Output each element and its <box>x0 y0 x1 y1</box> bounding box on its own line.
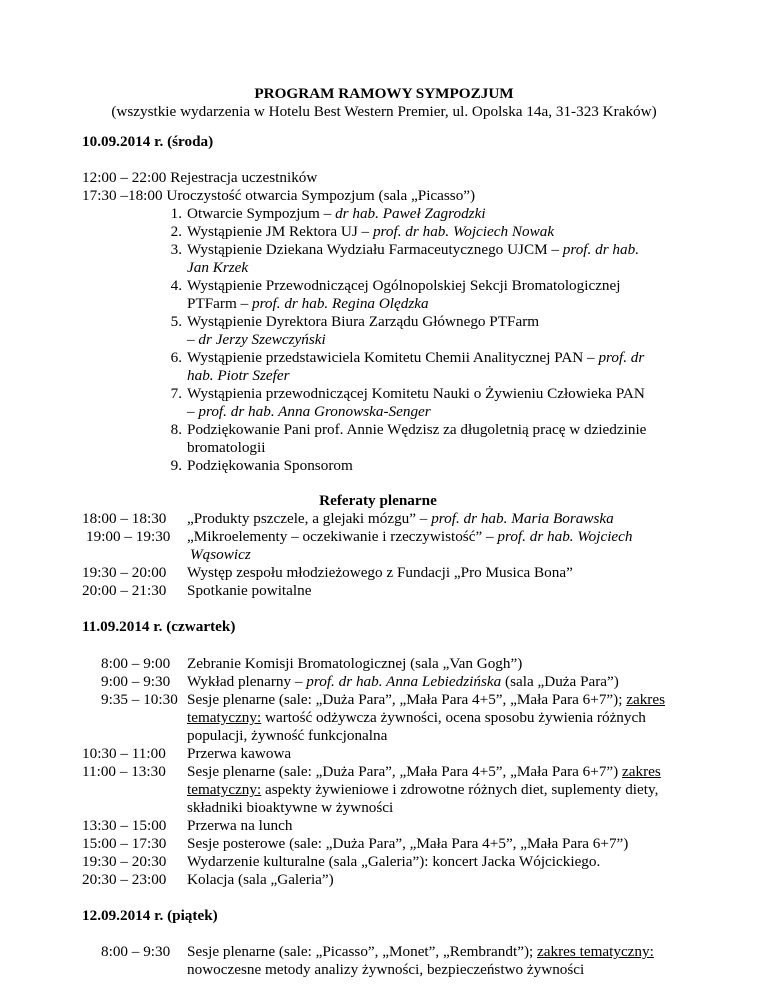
row-text-part: Sesje plenarne (sale: „Duża Para”, „Mała Para 4+5”, „Mała Para 6+7”); <box>187 691 627 708</box>
row-text-part: Wykład plenarny – <box>187 673 307 690</box>
list-item <box>187 312 539 331</box>
list-item-continuation <box>187 330 326 349</box>
list-item <box>187 348 644 367</box>
speaker-name: prof. dr hab. Wojciech <box>497 528 633 545</box>
day-heading-1: 10.09.2014 r. (środa) <box>82 133 214 150</box>
row-text <box>187 672 619 691</box>
list-item-text: Wystąpienie przedstawiciela Komitetu Chemii Analitycznej PAN – <box>187 349 599 366</box>
speaker-name: prof. dr <box>598 349 645 366</box>
list-item-continuation <box>187 294 429 313</box>
list-item-text: Wystąpienie Dyrektora Biura Zarządu Głównego PTFarm <box>187 313 540 330</box>
list-item-text: Podziękowanie Pani prof. Annie Wędzisz za długoletnią pracę w dziedzinie <box>187 421 647 438</box>
row-time: 19:00 – 19:30 <box>86 528 171 545</box>
plenary-heading: Referaty plenarne <box>319 492 437 509</box>
row-text-continuation: populacji, żywność funkcjonalna <box>187 727 388 744</box>
row-text-part: Sesje plenarne (sale: „Duża Para”, „Mała Para 4+5”, „Mała Para 6+7”) <box>187 763 623 780</box>
speaker-name: – prof. dr hab. Anna Gronowska-Senger <box>187 403 431 420</box>
list-item <box>187 204 486 223</box>
list-item <box>187 222 554 241</box>
list-item <box>187 240 639 259</box>
list-number: 1. <box>170 205 182 222</box>
topic-label: zakres tematyczny: <box>537 943 654 960</box>
row-time: 11:00 – 13:30 <box>82 763 166 780</box>
speaker-name: hab. Piotr Szefer <box>187 367 290 384</box>
row-text-continuation: nowoczesne metody analizy żywności, bezpieczeństwo żywności <box>187 961 585 978</box>
row-time: 20:00 – 21:30 <box>82 582 167 599</box>
row-text: Spotkanie powitalne <box>187 582 312 599</box>
list-item-text: Otwarcie Sympozjum – <box>187 205 336 222</box>
list-number: 4. <box>170 277 182 294</box>
row-text: Występ zespołu młodzieżowego z Fundacji „Pro Musica Bona” <box>187 564 573 581</box>
row-time: 15:00 – 17:30 <box>82 835 167 852</box>
list-number: 3. <box>170 241 182 258</box>
row-text-continuation <box>187 780 658 799</box>
row-text-part: aspekty żywieniowe i zdrowotne różnych diet, suplementy diety, <box>261 781 659 798</box>
topic-label: zakres <box>626 691 666 708</box>
list-item-text: Wystąpienie Dziekana Wydziału Farmaceutycznego UJCM – <box>187 241 563 258</box>
list-number: 2. <box>170 223 182 240</box>
row-text-continuation <box>190 545 251 564</box>
row-text <box>187 509 614 528</box>
row-time: 19:30 – 20:00 <box>82 564 167 581</box>
page-subtitle: (wszystkie wydarzenia w Hotelu Best Western Premier, ul. Opolska 14a, 31-323 Kraków) <box>111 103 657 120</box>
talk-title: „Mikroelementy – oczekiwanie i rzeczywistość” – <box>187 528 498 545</box>
list-number: 9. <box>170 457 182 474</box>
row-text: Kolacja (sala „Galeria”) <box>187 871 334 888</box>
row-time: 17:30 –18:00 <box>82 187 163 204</box>
day-heading-3: 12.09.2014 r. (piątek) <box>82 907 218 924</box>
row-time: 9:35 – 10:30 <box>101 691 178 708</box>
list-item <box>187 420 646 439</box>
row-text-continuation <box>187 708 646 727</box>
list-item-text: Podziękowania Sponsorom <box>187 457 353 474</box>
row-time: 12:00 – 22:00 <box>82 169 167 186</box>
row-text: Przerwa na lunch <box>187 817 293 834</box>
speaker-name: prof. dr hab. <box>562 241 639 258</box>
row-text: Przerwa kawowa <box>187 745 292 762</box>
topic-label: tematyczny: <box>187 781 262 798</box>
talk-title: „Produkty pszczele, a glejaki mózgu” – <box>187 510 432 527</box>
row-text: Zebranie Komisji Bromatologicznej (sala „Van Gogh”) <box>187 655 523 672</box>
list-number: 6. <box>170 349 182 366</box>
day-heading-2: 11.09.2014 r. (czwartek) <box>82 618 236 635</box>
page-title: PROGRAM RAMOWY SYMPOZJUM <box>254 85 514 102</box>
list-item <box>187 276 621 295</box>
row-time: 19:30 – 20:30 <box>82 853 167 870</box>
row-text <box>187 942 654 961</box>
speaker-name: prof. dr hab. Wojciech Nowak <box>372 223 555 240</box>
speaker-name: Jan Krzek <box>187 259 249 276</box>
row-time: 8:00 – 9:30 <box>101 943 171 960</box>
row-text <box>187 690 665 709</box>
speaker-name: – dr Jerzy Szewczyński <box>187 331 326 348</box>
list-item <box>187 384 645 403</box>
list-item-text: bromatologii <box>187 439 266 456</box>
row-text-part: Sesje plenarne (sale: „Picasso”, „Monet”, „Rembrandt”); <box>187 943 538 960</box>
list-number: 8. <box>170 421 182 438</box>
row-text: Uroczystość otwarcia Sympozjum (sala „Picasso”) <box>166 187 476 204</box>
schedule-row <box>82 168 317 187</box>
schedule-row <box>82 186 475 205</box>
row-text: Sesje posterowe (sale: „Duża Para”, „Mała Para 4+5”, „Mała Para 6+7”) <box>187 835 629 852</box>
topic-label: zakres <box>622 763 661 780</box>
row-time: 9:00 – 9:30 <box>101 673 171 690</box>
speaker-name: prof. dr hab. Anna Lebiedzińska <box>306 673 502 690</box>
list-item-continuation <box>187 258 248 277</box>
row-text: Rejestracja uczestników <box>170 169 318 186</box>
speaker-name: prof. dr hab. Regina Olędzka <box>251 295 429 312</box>
list-item-continuation <box>187 366 290 385</box>
row-text-part: wartość odżywcza żywności, ocena sposobu żywienia różnych <box>261 709 646 726</box>
speaker-name: prof. dr hab. Maria Borawska <box>431 510 614 527</box>
row-text: Wydarzenie kulturalne (sala „Galeria”): koncert Jacka Wójcickiego. <box>187 853 601 870</box>
row-text <box>187 527 633 546</box>
list-item-continuation <box>187 438 265 457</box>
row-text-part: (sala „Duża Para”) <box>501 673 619 690</box>
topic-label: tematyczny: <box>187 709 262 726</box>
list-number: 7. <box>170 385 182 402</box>
row-time: 18:00 – 18:30 <box>82 510 167 527</box>
row-text <box>187 762 661 781</box>
row-time: 10:30 – 11:00 <box>82 745 166 762</box>
row-time: 20:30 – 23:00 <box>82 871 167 888</box>
speaker-name: Wąsowicz <box>190 546 251 563</box>
row-time: 13:30 – 15:00 <box>82 817 167 834</box>
list-number: 5. <box>170 313 182 330</box>
speaker-name: dr hab. Paweł Zagrodzki <box>335 205 486 222</box>
list-item-continuation <box>187 402 431 421</box>
list-item-text: Wystąpienie JM Rektora UJ – <box>187 223 373 240</box>
list-item-text: Wystąpienie Przewodniczącej Ogólnopolskiej Sekcji Bromatologicznej <box>187 277 621 294</box>
list-item-text: PTFarm – <box>187 295 252 312</box>
row-time: 8:00 – 9:00 <box>101 655 171 672</box>
list-item-text: Wystąpienia przewodniczącej Komitetu Nauki o Żywieniu Człowieka PAN <box>187 385 645 402</box>
row-text-continuation: składniki bioaktywne w żywności <box>187 799 394 816</box>
list-item <box>187 456 353 475</box>
